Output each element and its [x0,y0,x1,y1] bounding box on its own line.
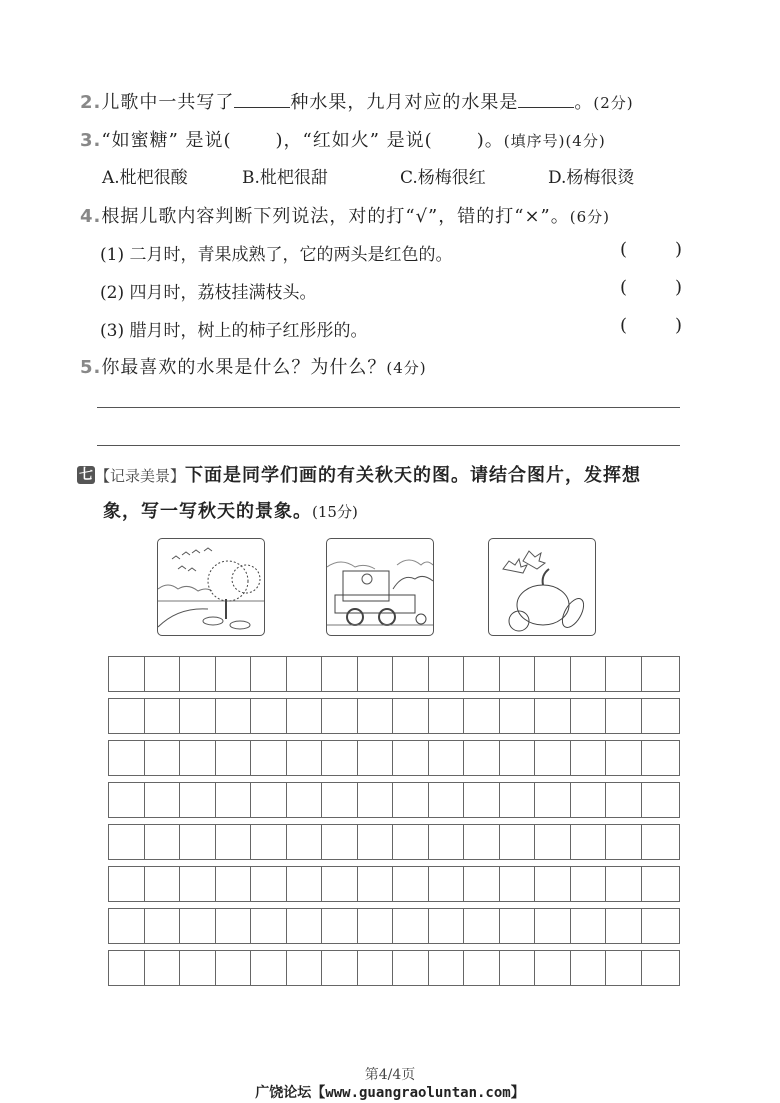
grid-cell[interactable] [251,699,287,733]
question-text: )。 [476,130,504,151]
grid-cell[interactable] [606,867,642,901]
answer-box-1[interactable] [620,239,682,260]
grid-cell[interactable] [393,825,429,859]
paren-open: ( [620,277,628,298]
picture-tree-landscape [157,538,265,636]
grid-cell[interactable] [500,741,536,775]
grid-cell[interactable] [322,867,358,901]
question-3 [80,126,606,152]
section-text: 下面是同学们画的有关秋天的图。请结合图片，发挥想 [185,465,642,486]
grid-cell[interactable] [109,909,145,943]
grid-cell[interactable] [180,699,216,733]
grid-cell[interactable] [358,783,394,817]
grid-cell[interactable] [535,867,571,901]
grid-cell[interactable] [322,909,358,943]
paren-close: ) [674,239,682,260]
grid-cell[interactable] [535,825,571,859]
grid-cell[interactable] [642,825,678,859]
grid-cell[interactable] [109,657,145,691]
grid-cell[interactable] [429,741,465,775]
grid-row [108,740,680,776]
grid-cell[interactable] [500,867,536,901]
picture-harvest-fruits [488,538,596,636]
tractor-icon [327,539,433,635]
grid-cell[interactable] [535,657,571,691]
grid-cell[interactable] [393,741,429,775]
statement-1: (1) 二月时，青果成熟了，它的两头是红色的。 [100,245,453,265]
grid-cell[interactable] [180,825,216,859]
grid-cell[interactable] [500,699,536,733]
grid-cell[interactable] [287,825,323,859]
grid-cell[interactable] [500,909,536,943]
grid-cell[interactable] [429,699,465,733]
grid-cell[interactable] [535,699,571,733]
grid-cell[interactable] [571,741,607,775]
grid-row [108,698,680,734]
grid-cell[interactable] [216,699,252,733]
grid-cell[interactable] [180,657,216,691]
grid-row [108,824,680,860]
section-badge: 七 [79,467,93,483]
grid-cell[interactable] [180,951,216,985]
grid-cell[interactable] [322,657,358,691]
section-text: 象，写一写秋天的景象。 [103,501,312,522]
grid-cell[interactable] [109,825,145,859]
paren-open: ( [620,239,628,260]
grid-cell[interactable] [571,951,607,985]
grid-cell[interactable] [642,657,678,691]
grid-cell[interactable] [287,909,323,943]
question-2 [80,88,634,114]
question-text: 。 [574,92,594,113]
points-label: (4分) [386,359,427,377]
grid-cell[interactable] [393,657,429,691]
page-number: 第4/4页 [364,1067,416,1083]
grid-cell[interactable] [393,951,429,985]
writing-grid [108,656,680,986]
grid-cell[interactable] [571,657,607,691]
grid-cell[interactable] [606,741,642,775]
grid-cell[interactable] [571,699,607,733]
grid-cell[interactable] [464,909,500,943]
points-label: (6分) [569,208,610,226]
grid-cell[interactable] [216,867,252,901]
paren-close: ) [674,315,682,336]
section-7-heading [77,461,641,487]
grid-cell[interactable] [216,825,252,859]
grid-cell[interactable] [606,657,642,691]
grid-cell[interactable] [287,741,323,775]
grid-cell[interactable] [500,657,536,691]
question-text: 种水果，九月对应的水果是 [290,92,519,113]
grid-cell[interactable] [429,657,465,691]
question-number: 5. [80,357,102,378]
option-a: A.枇杷很酸 [102,168,188,188]
grid-cell[interactable] [251,867,287,901]
grid-cell[interactable] [358,867,394,901]
question-text: 你最喜欢的水果是什么？为什么？ [101,357,387,378]
grid-cell[interactable] [464,657,500,691]
statement-2: (2) 四月时，荔枝挂满枝头。 [100,283,317,303]
grid-cell[interactable] [287,783,323,817]
grid-cell[interactable] [322,951,358,985]
section-tag: 【记录美景】 [95,467,186,485]
grid-cell[interactable] [500,783,536,817]
grid-cell[interactable] [429,867,465,901]
grid-cell[interactable] [642,783,678,817]
grid-cell[interactable] [251,825,287,859]
grid-cell[interactable] [606,699,642,733]
grid-cell[interactable] [464,783,500,817]
question-text: 儿歌中一共写了 [101,92,235,113]
grid-cell[interactable] [393,909,429,943]
grid-cell[interactable] [251,783,287,817]
grid-cell[interactable] [180,741,216,775]
grid-cell[interactable] [464,867,500,901]
grid-row [108,908,680,944]
grid-cell[interactable] [109,951,145,985]
grid-cell[interactable] [322,783,358,817]
grid-row [108,782,680,818]
grid-cell[interactable] [464,951,500,985]
points-label: (15分) [312,503,358,521]
grid-cell[interactable] [251,909,287,943]
option-b: B.枇杷很甜 [242,168,328,188]
question-5 [80,353,427,379]
answer-box-2[interactable] [620,277,682,298]
grid-cell[interactable] [216,951,252,985]
grid-cell[interactable] [251,741,287,775]
harvest-fruits-icon [489,539,595,635]
answer-blank[interactable] [518,89,574,108]
grid-cell[interactable] [216,657,252,691]
grid-cell[interactable] [287,699,323,733]
grid-row [108,950,680,986]
grid-cell[interactable] [571,825,607,859]
answer-line-1[interactable] [97,407,680,408]
grid-cell[interactable] [393,699,429,733]
question-number: 4. [80,206,102,227]
grid-cell[interactable] [393,867,429,901]
grid-cell[interactable] [358,909,394,943]
paren-open: ( [620,315,628,336]
tree-landscape-icon [158,539,264,635]
grid-cell[interactable] [642,951,678,985]
grid-cell[interactable] [429,951,465,985]
question-text: “如蜜糖” 是说( [101,130,232,151]
grid-cell[interactable] [535,909,571,943]
grid-cell[interactable] [322,825,358,859]
grid-cell[interactable] [535,741,571,775]
grid-cell[interactable] [216,783,252,817]
grid-cell[interactable] [109,867,145,901]
grid-cell[interactable] [145,867,181,901]
grid-cell[interactable] [464,699,500,733]
site-watermark: 广饶论坛【www.guangraoluntan.com】 [255,1085,525,1101]
grid-cell[interactable] [429,825,465,859]
grid-cell[interactable] [145,909,181,943]
paren-close: ) [674,277,682,298]
option-c: C.杨梅很红 [400,168,486,188]
grid-cell[interactable] [500,825,536,859]
grid-cell[interactable] [180,783,216,817]
section-7-heading-line2 [103,497,358,523]
grid-cell[interactable] [251,951,287,985]
grid-cell[interactable] [145,825,181,859]
grid-cell[interactable] [535,951,571,985]
grid-cell[interactable] [535,783,571,817]
grid-cell[interactable] [429,909,465,943]
grid-cell[interactable] [642,867,678,901]
grid-cell[interactable] [145,699,181,733]
grid-cell[interactable] [216,909,252,943]
question-text: )，“红如火” 是说( [275,130,433,151]
grid-cell[interactable] [216,741,252,775]
grid-cell[interactable] [287,657,323,691]
question-text: 根据儿歌内容判断下列说法，对的打“√”，错的打“×”。 [101,206,570,227]
grid-cell[interactable] [109,783,145,817]
grid-cell[interactable] [322,741,358,775]
grid-cell[interactable] [606,825,642,859]
grid-cell[interactable] [145,657,181,691]
question-number: 2. [80,92,102,113]
statement-3: (3) 腊月时，树上的柿子红彤彤的。 [100,321,368,341]
grid-cell[interactable] [109,741,145,775]
grid-cell[interactable] [429,783,465,817]
grid-cell[interactable] [145,783,181,817]
question-4 [80,202,610,228]
grid-cell[interactable] [571,783,607,817]
grid-cell[interactable] [251,657,287,691]
grid-cell[interactable] [571,867,607,901]
points-label: (填序号)(4分) [503,132,606,150]
grid-cell[interactable] [358,825,394,859]
grid-cell[interactable] [358,657,394,691]
grid-cell[interactable] [145,741,181,775]
answer-blank[interactable] [234,89,290,108]
grid-cell[interactable] [500,951,536,985]
grid-cell[interactable] [571,909,607,943]
points-label: (2分) [593,94,634,112]
grid-row [108,656,680,692]
grid-cell[interactable] [358,699,394,733]
grid-cell[interactable] [606,783,642,817]
grid-cell[interactable] [109,699,145,733]
grid-cell[interactable] [393,783,429,817]
grid-cell[interactable] [642,699,678,733]
grid-cell[interactable] [287,951,323,985]
grid-cell[interactable] [358,741,394,775]
grid-cell[interactable] [322,699,358,733]
grid-cell[interactable] [180,909,216,943]
grid-cell[interactable] [145,951,181,985]
grid-cell[interactable] [606,951,642,985]
option-d: D.杨梅很烫 [548,168,635,188]
grid-row [108,866,680,902]
picture-tractor [326,538,434,636]
question-number: 3. [80,130,102,151]
grid-cell[interactable] [287,867,323,901]
grid-cell[interactable] [642,909,678,943]
grid-cell[interactable] [642,741,678,775]
grid-cell[interactable] [464,825,500,859]
grid-cell[interactable] [464,741,500,775]
grid-cell[interactable] [180,867,216,901]
grid-cell[interactable] [606,909,642,943]
answer-box-3[interactable] [620,315,682,336]
grid-cell[interactable] [358,951,394,985]
answer-line-2[interactable] [97,445,680,446]
